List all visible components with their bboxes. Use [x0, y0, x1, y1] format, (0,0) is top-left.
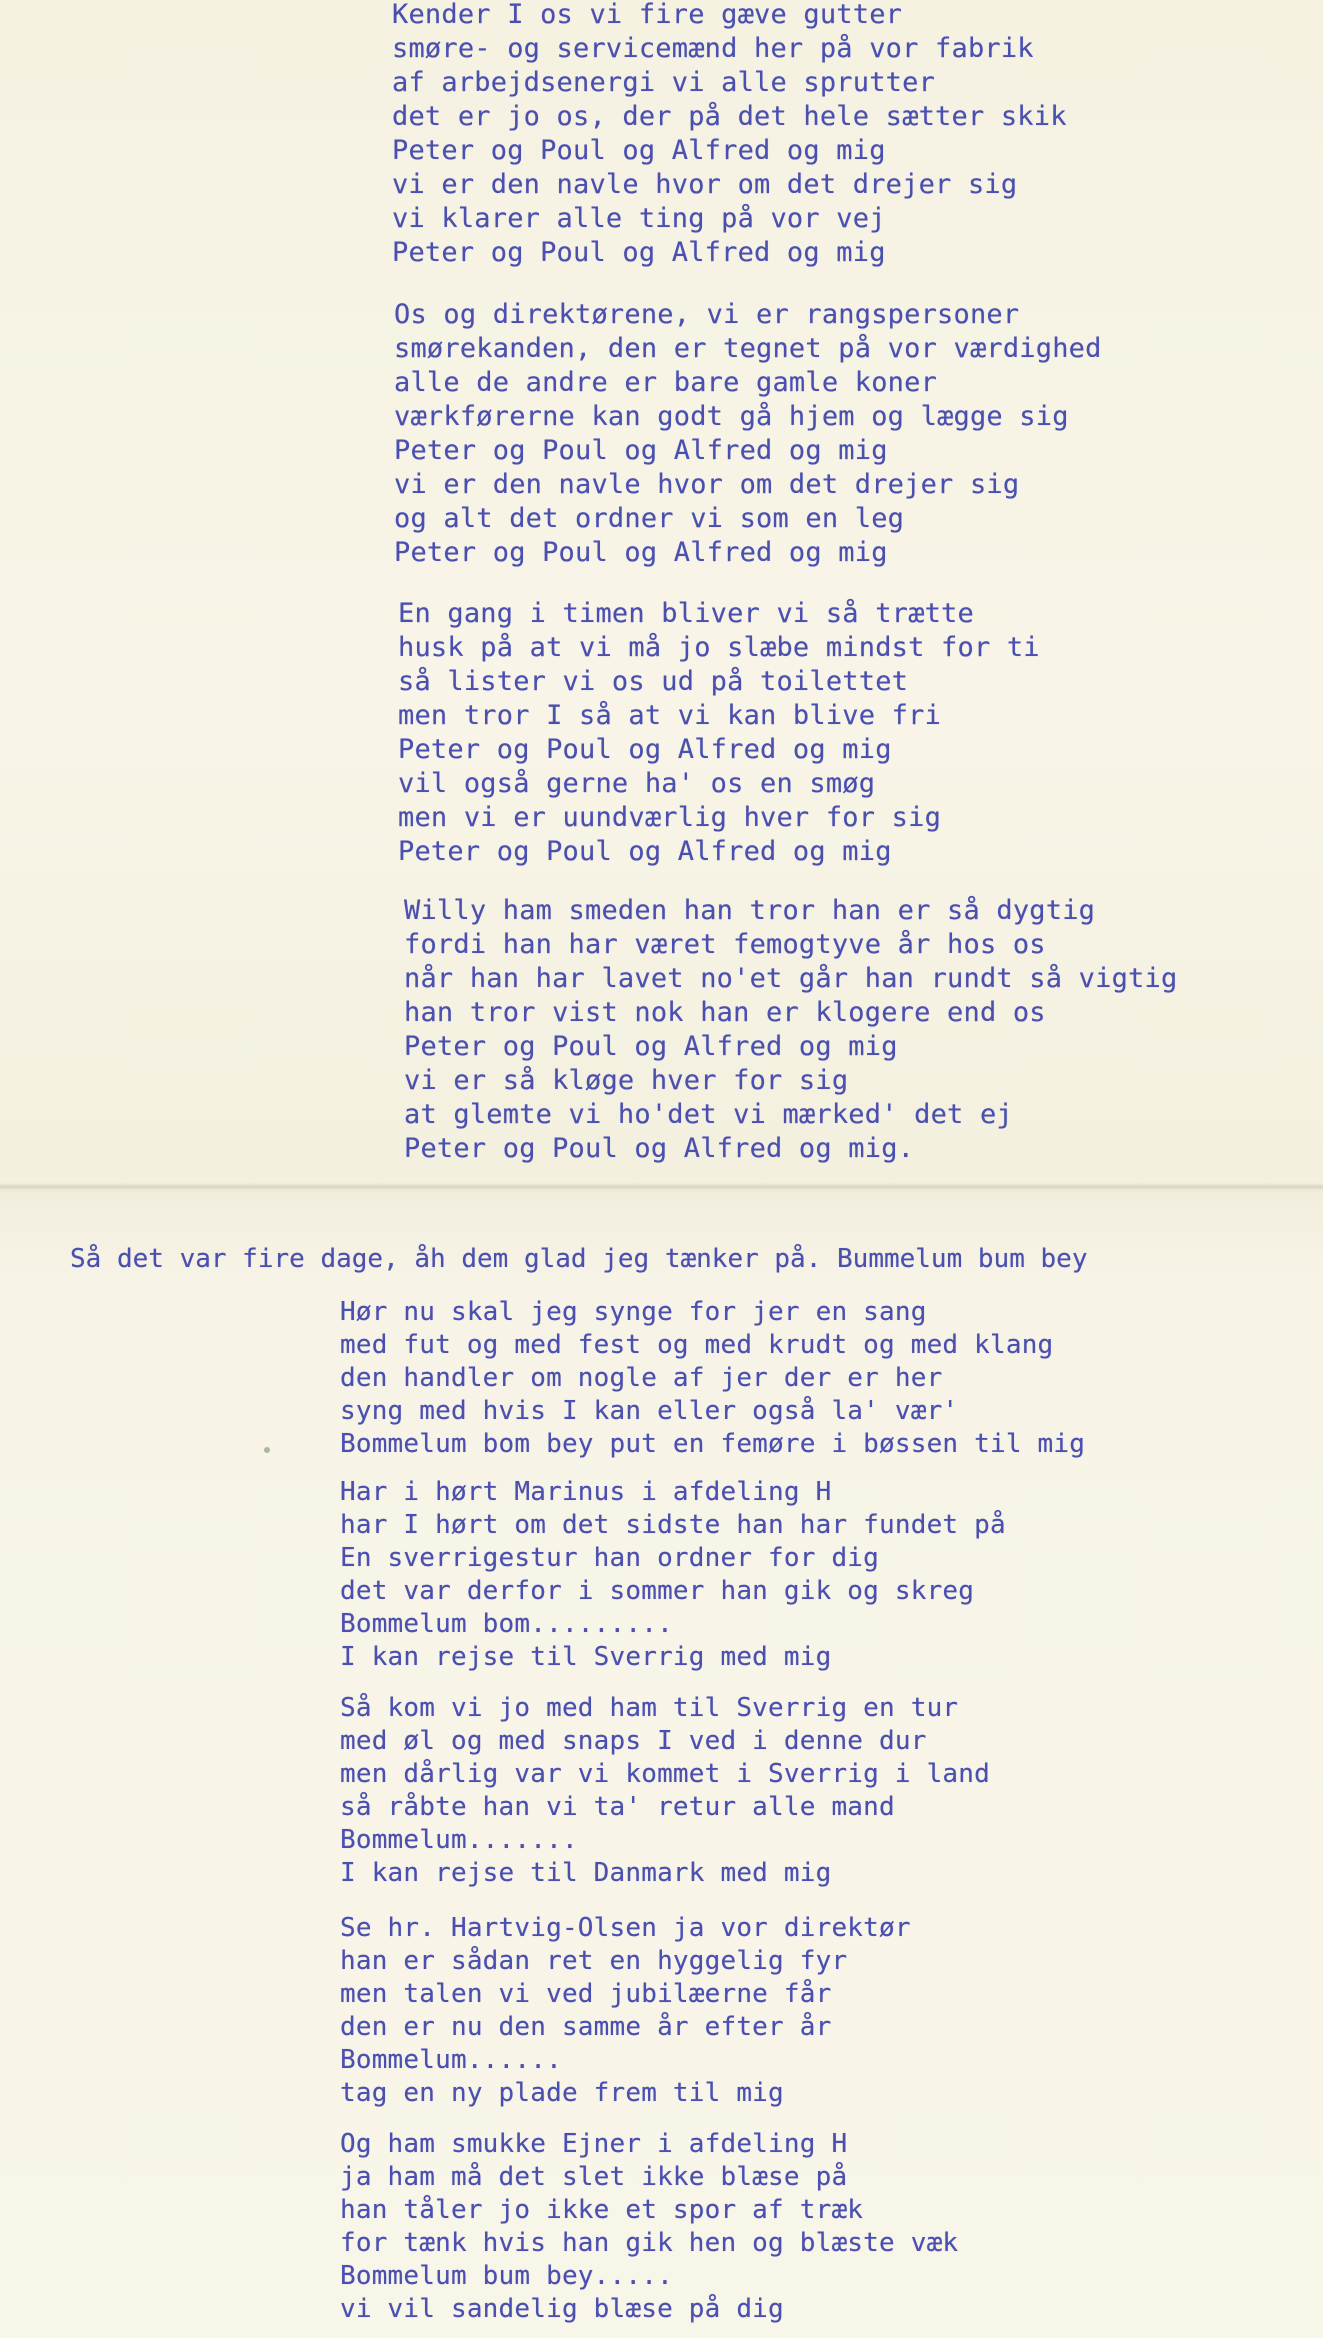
song-intro-line: Så det var fire dage, åh dem glad jeg tænker på. Bummelum bum bey — [70, 1244, 1088, 1274]
paper-fold — [0, 1183, 1323, 1192]
upper-stanza-4 — [404, 894, 1177, 1166]
verse-line: Så kom vi jo med ham til Sverrig en tur — [340, 1693, 959, 1723]
verse-line: Willy ham smeden han tror han er så dygtig — [404, 895, 1096, 926]
lower-stanza-5 — [340, 2128, 958, 2326]
verse-line: med øl og med snaps I ved i denne dur — [340, 1726, 927, 1756]
verse-line: Hør nu skal jeg synge for jer en sang — [340, 1297, 927, 1327]
verse-line: Peter og Poul og Alfred og mig — [394, 435, 888, 466]
verse-line: men talen vi ved jubilæerne får — [340, 1979, 832, 2009]
verse-line: så lister vi os ud på toilettet — [398, 666, 909, 697]
verse-line: Peter og Poul og Alfred og mig — [394, 537, 888, 568]
verse-line: at glemte vi ho'det vi mærked' det ej — [404, 1099, 1013, 1130]
verse-line: det var derfor i sommer han gik og skreg — [340, 1576, 975, 1606]
verse-line: syng med hvis I kan eller også la' vær' — [340, 1396, 959, 1426]
verse-line: vi klarer alle ting på vor vej — [392, 203, 886, 234]
verse-line: Bommelum bum bey..... — [340, 2261, 673, 2291]
upper-stanza-1 — [392, 0, 1067, 270]
verse-line: Peter og Poul og Alfred og mig — [398, 734, 892, 765]
verse-line: Kender I os vi fire gæve gutter — [392, 0, 903, 30]
verse-line: Og ham smukke Ejner i afdeling H — [340, 2129, 848, 2159]
paper-speck — [264, 1447, 270, 1453]
verse-line: ja ham må det slet ikke blæse på — [340, 2162, 848, 2192]
verse-line: han er sådan ret en hyggelig fyr — [340, 1946, 848, 1976]
verse-line: smøre- og servicemænd her på vor fabrik — [392, 33, 1034, 64]
verse-line: han tåler jo ikke et spor af træk — [340, 2195, 864, 2225]
verse-line: Bommelum bom......... — [340, 1609, 673, 1639]
verse-line: men dårlig var vi kommet i Sverrig i land — [340, 1759, 990, 1789]
verse-line: vil også gerne ha' os en smøg — [398, 768, 876, 799]
verse-line: Os og direktørene, vi er rangspersoner — [394, 299, 1020, 330]
verse-line: har I hørt om det sidste han har fundet på — [340, 1510, 1006, 1540]
verse-line: Se hr. Hartvig-Olsen ja vor direktør — [340, 1913, 911, 1943]
verse-line: Peter og Poul og Alfred og mig. — [404, 1133, 915, 1164]
lower-stanza-4 — [340, 1912, 911, 2110]
verse-line: vi er den navle hvor om det drejer sig — [394, 469, 1020, 500]
verse-line: Peter og Poul og Alfred og mig — [392, 237, 886, 268]
verse-line: når han har lavet no'et går han rundt så vigtig — [404, 963, 1178, 994]
lower-stanza-1 — [340, 1296, 1085, 1461]
verse-line: vi er den navle hvor om det drejer sig — [392, 169, 1018, 200]
verse-line: Peter og Poul og Alfred og mig — [392, 135, 886, 166]
verse-line: han tror vist nok han er klogere end os — [404, 997, 1046, 1028]
verse-line: vi er så kløge hver for sig — [404, 1065, 849, 1096]
verse-line: I kan rejse til Sverrig med mig — [340, 1642, 832, 1672]
verse-line: det er jo os, der på det hele sætter skik — [392, 101, 1067, 132]
verse-line: den er nu den samme år efter år — [340, 2012, 832, 2042]
lower-stanza-3 — [340, 1692, 990, 1890]
verse-line: den handler om nogle af jer der er her — [340, 1363, 943, 1393]
verse-line: I kan rejse til Danmark med mig — [340, 1858, 832, 1888]
verse-line: værkførerne kan godt gå hjem og lægge sig — [394, 401, 1069, 432]
verse-line: Bommelum....... — [340, 1825, 578, 1855]
lower-stanza-2 — [340, 1476, 1006, 1674]
verse-line: alle de andre er bare gamle koner — [394, 367, 938, 398]
verse-line: husk på at vi må jo slæbe mindst for ti — [398, 632, 1040, 663]
verse-line: Har i hørt Marinus i afdeling H — [340, 1477, 832, 1507]
verse-line: så råbte han vi ta' retur alle mand — [340, 1792, 895, 1822]
verse-line: Bommelum bom bey put en femøre i bøssen til mig — [340, 1429, 1086, 1459]
verse-line: En gang i timen bliver vi så trætte — [398, 598, 974, 629]
verse-line: fordi han har været femogtyve år hos os — [404, 929, 1046, 960]
upper-stanza-2 — [394, 298, 1102, 570]
verse-line: af arbejdsenergi vi alle sprutter — [392, 67, 936, 98]
verse-line: vi vil sandelig blæse på dig — [340, 2294, 784, 2324]
verse-line: smørekanden, den er tegnet på vor værdighed — [394, 333, 1102, 364]
verse-line: tag en ny plade frem til mig — [340, 2078, 784, 2108]
verse-line: En sverrigestur han ordner for dig — [340, 1543, 880, 1573]
upper-stanza-3 — [398, 597, 1040, 869]
verse-line: Peter og Poul og Alfred og mig — [404, 1031, 898, 1062]
verse-line: for tænk hvis han gik hen og blæste væk — [340, 2228, 959, 2258]
verse-line: og alt det ordner vi som en leg — [394, 503, 905, 534]
verse-line: Peter og Poul og Alfred og mig — [398, 836, 892, 867]
verse-line: Bommelum...... — [340, 2045, 562, 2075]
verse-line: men tror I så at vi kan blive fri — [398, 700, 942, 731]
verse-line: med fut og med fest og med krudt og med klang — [340, 1330, 1054, 1360]
verse-line: men vi er uundværlig hver for sig — [398, 802, 942, 833]
